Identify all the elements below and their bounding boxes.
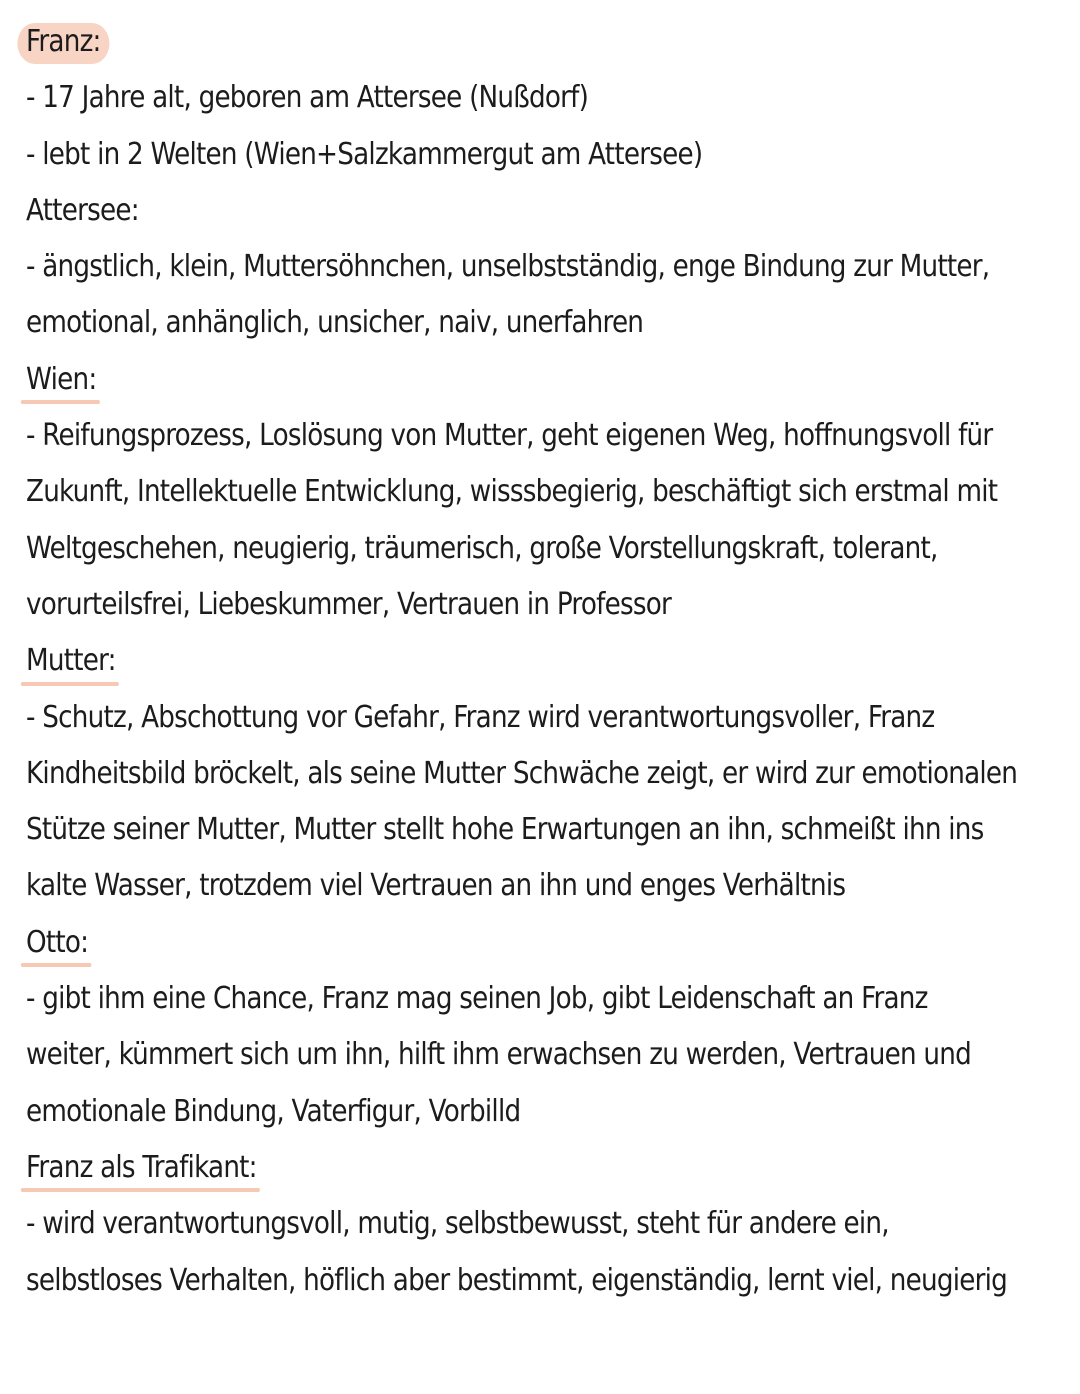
note-line: weiter, kümmert sich um ihn, hilft ihm erwachsen zu werden, Vertrauen und <box>26 1037 971 1073</box>
note-line: - wird verantwortungsvoll, mutig, selbstbewusst, steht für andere ein, <box>26 1206 889 1242</box>
heading-wien: Wien: <box>26 352 96 408</box>
heading-trafikant: Franz als Trafikant: <box>26 1140 257 1196</box>
note-line: vorurteilsfrei, Liebeskummer, Vertrauen in Professor <box>26 586 672 622</box>
section-heading-row <box>26 352 920 408</box>
section-heading-row <box>26 633 920 689</box>
note-line: selbstloses Verhalten, höflich aber bestimmt, eigenständig, lernt viel, neugierig <box>26 1262 1007 1298</box>
note-line: - lebt in 2 Welten (Wien+Salzkammergut am Attersee) <box>26 136 703 172</box>
section-heading-row <box>26 14 920 70</box>
note-line: Zukunft, Intellektuelle Entwicklung, wisssbegierig, beschäftigt sich erstmal mit <box>26 474 998 510</box>
section-heading-row <box>26 915 920 971</box>
note-line: kalte Wasser, trotzdem viel Vertrauen an ihn und enges Verhältnis <box>26 868 846 904</box>
note-line: Stütze seiner Mutter, Mutter stellt hohe Erwartungen an ihn, schmeißt ihn ins <box>26 812 984 848</box>
note-line: - Schutz, Abschottung vor Gefahr, Franz wird verantwortungsvoller, Franz <box>26 699 935 735</box>
note-line: - Reifungsprozess, Loslösung von Mutter, geht eigenen Weg, hoffnungsvoll für <box>26 418 993 454</box>
note-line: - ängstlich, klein, Muttersöhnchen, unselbstständig, enge Bindung zur Mutter, <box>26 249 990 285</box>
heading-franz: Franz: <box>26 14 101 70</box>
note-line: Weltgeschehen, neugierig, träumerisch, große Vorstellungskraft, tolerant, <box>26 530 938 566</box>
note-line: Kindheitsbild bröckelt, als seine Mutter Schwäche zeigt, er wird zur emotionalen <box>26 755 1018 791</box>
section-heading-row <box>26 1140 920 1196</box>
heading-otto: Otto: <box>26 915 88 971</box>
note-line: - gibt ihm eine Chance, Franz mag seinen Job, gibt Leidenschaft an Franz <box>26 981 928 1017</box>
note-line: - 17 Jahre alt, geboren am Attersee (Nußdorf) <box>26 80 589 116</box>
heading-attersee: Attersee: <box>26 192 139 228</box>
section-heading-row <box>26 183 920 239</box>
heading-mutter: Mutter: <box>26 633 116 689</box>
note-line: emotionale Bindung, Vaterfigur, Vorbilld <box>26 1093 521 1129</box>
handwritten-notes <box>26 14 1066 1309</box>
note-line: emotional, anhänglich, unsicher, naiv, unerfahren <box>26 305 644 341</box>
